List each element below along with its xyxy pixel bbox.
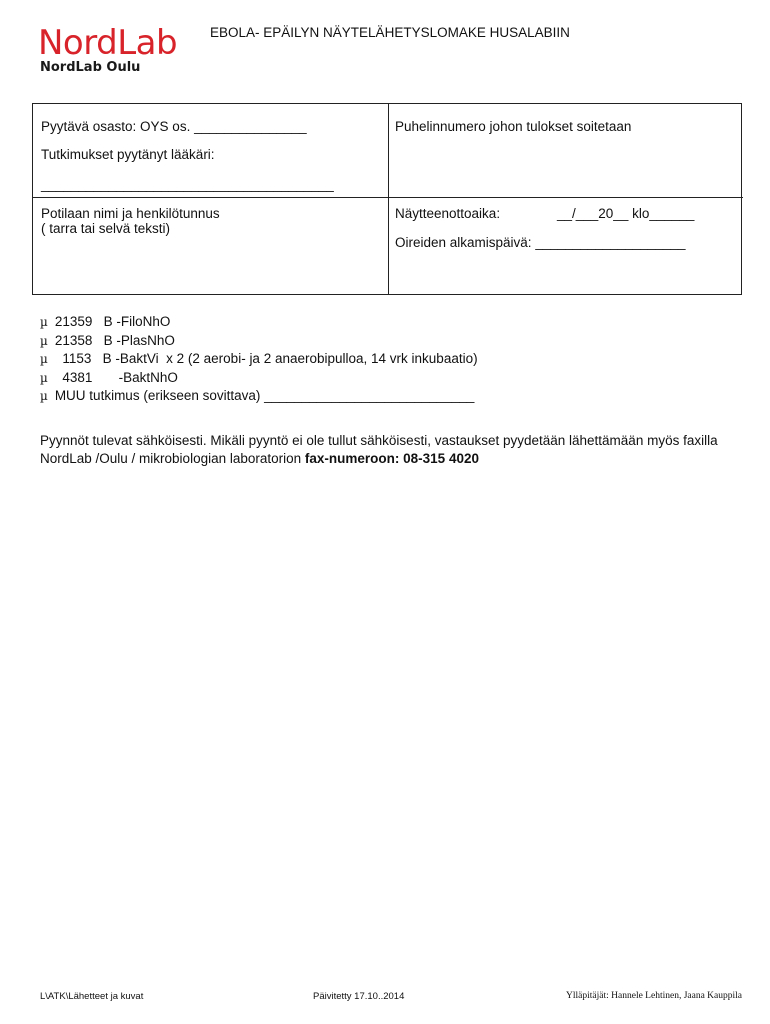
request-form-table — [32, 103, 742, 295]
requesting-unit-field[interactable]: Pyytävä osasto: OYS os. _______________ — [41, 119, 307, 134]
fax-number: fax-numeroon: 08-315 4020 — [304, 451, 479, 466]
requesting-doctor-field[interactable]: _______________________________________ — [41, 177, 334, 192]
checklist-item[interactable]: µ 21358 B -PlasNhO — [40, 332, 175, 348]
phone-number-field[interactable]: Puhelinnumero johon tulokset soitetaan — [395, 119, 632, 134]
document-title: EBOLA- EPÄILYN NÄYTELÄHETYSLOMAKE HUSALABIIN — [210, 25, 570, 40]
checklist-item[interactable]: µ 1153 B -BaktVi x 2 (2 aerobi- ja 2 anaerobipulloa, 14 vrk inkubaatio) — [40, 351, 478, 366]
checkbox-icon[interactable]: µ — [40, 370, 48, 385]
nordlab-logo — [38, 23, 178, 75]
checklist-item[interactable]: µ 4381 -BaktNhO — [40, 369, 178, 385]
symptom-onset-field[interactable]: Oireiden alkamispäivä: ____________________ — [395, 235, 686, 250]
table-divider-vertical — [388, 104, 389, 294]
test-checklist — [40, 313, 478, 406]
logo-wordmark: NordLab — [38, 23, 178, 63]
checklist-item[interactable]: µ MUU tutkimus (erikseen sovittava) ____________________________ — [40, 388, 475, 403]
fax-instructions — [40, 432, 750, 468]
checkbox-icon[interactable]: µ — [40, 389, 48, 403]
table-divider-horizontal-left — [33, 197, 388, 198]
footer-updated: Päivitetty 17.10..2014 — [313, 991, 405, 1002]
table-divider-horizontal-right — [388, 197, 743, 198]
footer-maintainers: Ylläpitäjät: Hannele Lehtinen, Jaana Kauppila — [566, 991, 742, 1001]
checklist-item[interactable]: µ 21359 B -FiloNhO — [40, 314, 171, 329]
patient-info-hint: ( tarra tai selvä teksti) — [41, 221, 171, 236]
checkbox-icon[interactable]: µ — [40, 315, 48, 329]
checkbox-icon[interactable]: µ — [40, 352, 48, 366]
requesting-doctor-label: Tutkimukset pyytänyt lääkäri: — [41, 147, 215, 162]
checkbox-icon[interactable]: µ — [40, 333, 48, 348]
footer-path: L\ATK\Lähetteet ja kuvat — [40, 991, 144, 1002]
sampling-time-field[interactable]: __/___20__ klo______ — [557, 206, 695, 221]
logo-subtitle: NordLab Oulu — [40, 60, 141, 75]
sampling-time-label: Näytteenottoaika: — [395, 206, 501, 221]
patient-info-label: Potilaan nimi ja henkilötunnus — [41, 206, 220, 221]
note-text: Pyynnöt tulevat sähköisesti. Mikäli pyyntö ei ole tullut sähköisesti, vastaukset pyydetään lähettämään myös faxilla NordLab /Oulu / mikrobiologian laboratorion — [40, 433, 718, 466]
